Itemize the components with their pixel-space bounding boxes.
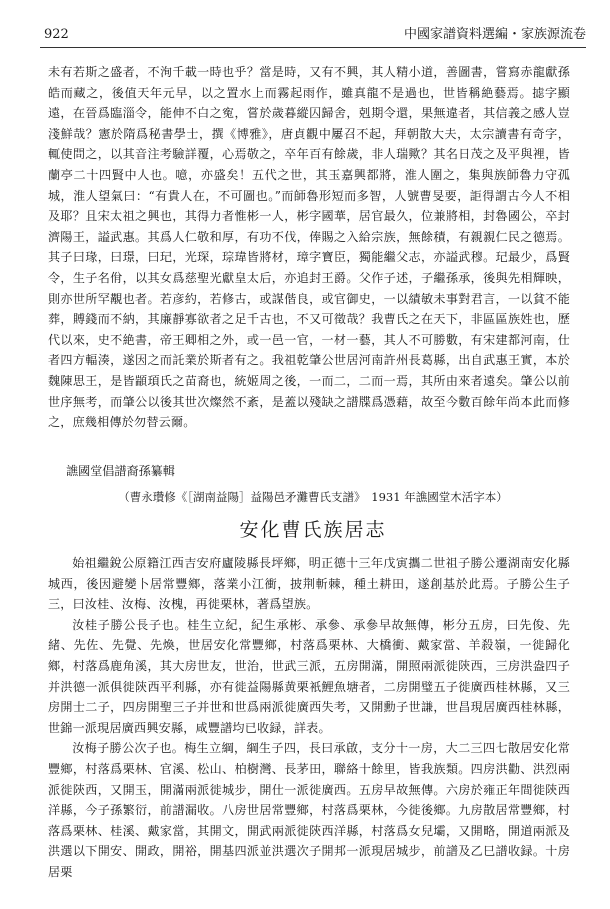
source-note: （曹永瓚修《［湖南益陽］益陽邑矛灘曹氏支譜》 1931 年譙國堂木活字本） (118, 490, 508, 504)
section-body (48, 553, 570, 883)
preface-paragraph: 未有若斯之盛者，不洵千載一時也乎？當是時，又有不興，其人精小道，善圖書，嘗寫赤龍獻孫皓而藏之，後值天年元早，以之置水上而霧起雨作，雖真龍不是過也，世皆稱絶藝焉。摅字顯遠，在晉爲臨淄令，能伸不白之寃，嘗於歲暮縱囚歸舍，剋期令還，果無違者，其信義之感人豈淺鮮哉？憲於隋爲秘書學士，撰《博雅》，唐貞觀中屢召不起，拜朝散大夫，太宗讀書有奇字，輒使問之，以其音注考驗詳覆，心焉敬之，卒年百有餘歲，非人瑞歟？其名日茂之及平與裡，皆蘭亭二十四賢中人也。噫，亦盛矣！五代之世，其玉嘉興都將，淮人圍之，集與族師魯力守孤城，淮人望氣曰：“有貴人在，不可圖也。”而師魯形短而多智，人號曹旻要，詎得謂古今人不相及耶？且宋太祖之興也，其得力者惟彬一人，彬字國華，居官最久，位兼將相，封魯國公，卒封濟陽王，謚武惠。其爲人仁敬和厚，有功不伐，俸賜之入給宗族，無餘積，有親親仁民之德焉。其子曰瑑，曰璟，曰玘，光琛，琮瑋皆將材，璋字寶臣，獨能繼父志，亦謚武穆。玘最少，爲賢令，生子名佾，以其女爲慈聖光獻皇太后，亦追封王爵。父作子述，子繼孫承，後與先相輝映，則亦世所罕覯也者。若彦約，若修古，或謀偕良，或官御史，一以績敏未事對君言，一以貧不能葬，賻錢而不納，其廉靜寡欲者之足千古也，不又可徵哉？我曹氏之在天下，非區區族姓也，歷代以來，史不絶書，帝王卿相之外，或一邑一官，一材一藝，其人不可勝數，有宋建都河南，仕者四方輻湊，遂因之而託業於斯者有之。我祖乾肇公世居河南許州長葛縣，出自武惠王實，本於魏陳思王，是皆顓頊氏之苗裔也，統姬周之後，一而二，二而一焉，其所由來者遠矣。肇公以前世序無考，而肇公以後其世次燦然不紊，是蓋以殘缺之譜牒爲憑藉，故至今數百餘年尚本此而修之，庶幾相傳於勿替云爾。 (48, 65, 570, 430)
page-number: 922 (44, 27, 69, 42)
section-paragraph: 汝桂子勝公長子也。桂生立紀，紀生承彬、承參、承參早故無傳，彬分五房，曰先俊、先緒、先佐、先覺、先煥，世居安化常豐鄉，村落爲栗林、大橋衝、戴家當、羊殺嶺，一徙歸化鄉，村落爲鹿角溪，其大房世友，世治，世武三派，五房開滿，開照兩派徙陝西，三房洪盎四子并洪德一派俱徙陝西平利縣，亦有徙益陽縣黄栗衹鯉魚塘者，二房開璧五子徙廣西桂林縣，又三房開士二子，四房開聖三子并世和世爲兩派徙廣西失考，又開勳子世謙，世昌現居廣西桂林縣，世錦一派現居廣西興安縣，咸豐譜均已收録，詳表。 (48, 617, 570, 735)
preface-block (48, 62, 570, 433)
page-header (40, 24, 586, 46)
section-paragraph: 始祖繼銳公原籍江西吉安府廬陵縣長坪鄉，明正德十三年戊寅攜二世祖子勝公遷湖南安化縣城西，後因避變卜居常豐鄉，落業小江衝，披荆斬棘，種土耕田，遂創基於此焉。子勝公生子三，曰汝桂、汝梅、汝槐，再徙栗林，著爲望族。 (48, 556, 570, 612)
section-title: 安化曹氏族居志 (239, 519, 387, 541)
running-title: 中國家譜資料選編・家族源流卷 (403, 27, 586, 42)
section-paragraph: 汝梅子勝公次子也。梅生立綱，綱生子四，長曰承啟，支分十一房，大二三四七散居安化常豐鄉，村落爲栗林、官溪、松山、柏樹灣、長茅田，聯絡十餘里，皆我族類。四房洪勸、洪烈兩派徙陝西，又開玉，開滿兩派徙城步，開仕一派徙廣西。五房早故無傳。六房於雍正年間徙陝西洋縣，今子孫繁衍，前譜漏收。八房世居常豐鄉，村落爲栗林，今徙後鄉。九房散居常豐鄉，村落爲栗林、桂溪、戴家當，其開文，開武兩派徙陝西洋縣，村落爲女兒壩，又開略，開道兩派及洪選以下開安、開政，開裕，開基四派並洪選次子開邦一派現居城步，前譜及乙巳譜收録。十房居栗 (48, 741, 570, 879)
compiler-credit: 譙國堂倡譜裔孫纂輯 (66, 464, 175, 478)
header-rule (40, 47, 586, 48)
